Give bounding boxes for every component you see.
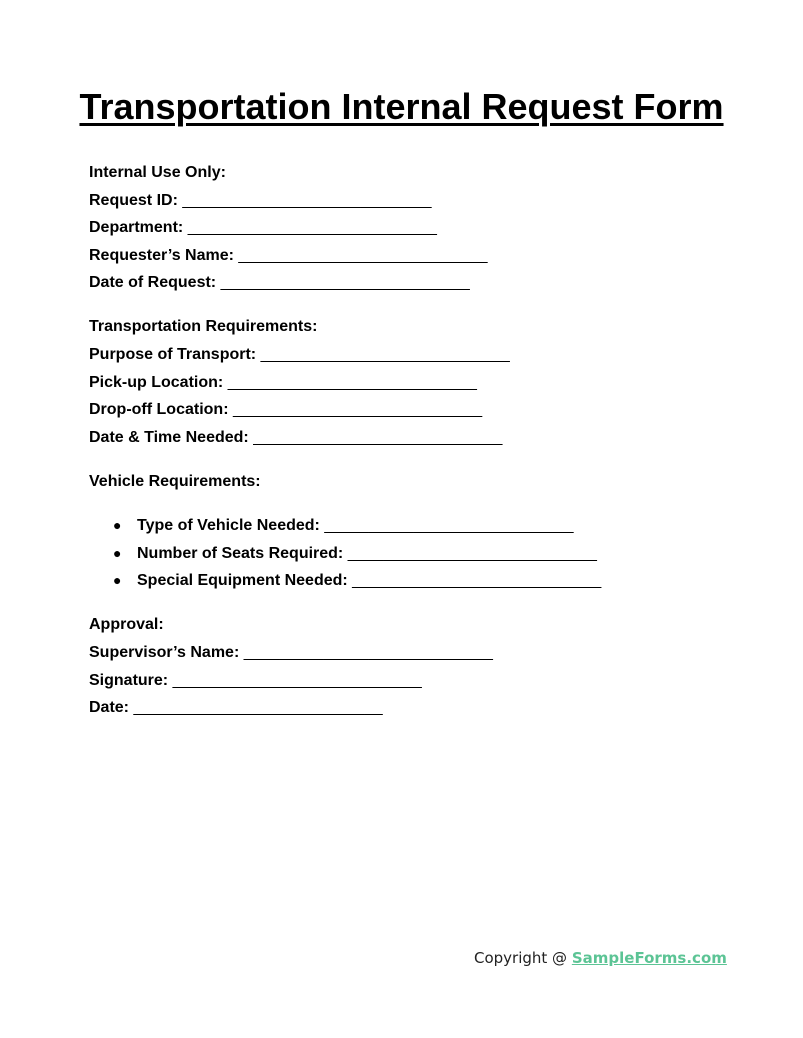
bullet-icon: ● [113, 572, 122, 589]
field-label: Pick-up Location: [89, 373, 224, 391]
field-date-of-request[interactable] [89, 269, 729, 297]
blank-line[interactable]: ____________________________ [232, 401, 483, 419]
blank-line[interactable]: ____________________________ [227, 373, 477, 391]
section-heading-vehicle: Vehicle Requirements: [89, 472, 261, 490]
field-label: Type of Vehicle Needed: [137, 517, 320, 535]
section-heading-internal: Internal Use Only: [89, 164, 226, 181]
blank-line[interactable]: ____________________________ [238, 246, 488, 264]
field-label: Department: [89, 219, 184, 237]
field-vehicle-type[interactable] [89, 512, 729, 540]
field-seats-required[interactable] [89, 540, 729, 568]
blank-line[interactable]: ____________________________ [187, 219, 437, 237]
field-purpose[interactable] [89, 341, 729, 369]
blank-line[interactable]: ____________________________ [253, 428, 503, 446]
bullet-icon: ● [113, 517, 122, 534]
field-label: Date: [89, 699, 130, 717]
sampleforms-link[interactable]: SampleForms.com [571, 949, 727, 967]
field-label: Requester’s Name: [89, 246, 234, 264]
field-label: Request ID: [89, 191, 178, 209]
blank-line[interactable]: ____________________________ [352, 572, 602, 590]
field-signature[interactable] [89, 667, 729, 695]
section-heading-approval: Approval: [89, 616, 164, 634]
form-body [89, 159, 729, 722]
field-label: Date of Request: [89, 274, 217, 292]
field-label: Number of Seats Required: [137, 544, 344, 562]
blank-line[interactable]: ____________________________ [182, 191, 432, 209]
field-date[interactable] [89, 694, 729, 722]
field-label: Drop-off Location: [89, 401, 229, 419]
page-title: Transportation Internal Request Form [79, 86, 724, 127]
field-date-time[interactable] [89, 424, 729, 452]
section-heading-transport: Transportation Requirements: [89, 318, 318, 336]
field-supervisor-name[interactable] [89, 639, 729, 667]
field-label: Supervisor’s Name: [89, 643, 240, 661]
field-dropoff-location[interactable] [89, 396, 729, 424]
field-requester-name[interactable] [89, 242, 729, 270]
field-department[interactable] [89, 214, 729, 242]
copyright-text: Copyright @ [474, 949, 572, 967]
field-special-equipment[interactable] [89, 567, 729, 595]
field-label: Purpose of Transport: [89, 346, 257, 364]
field-label: Date & Time Needed: [89, 428, 249, 446]
blank-line[interactable]: ____________________________ [260, 346, 510, 364]
vehicle-list [89, 512, 729, 595]
field-label: Signature: [89, 671, 169, 689]
field-label: Special Equipment Needed: [137, 572, 348, 590]
blank-line[interactable]: ____________________________ [347, 544, 597, 562]
field-request-id[interactable] [89, 187, 729, 215]
blank-line[interactable]: ____________________________ [324, 517, 574, 535]
blank-line[interactable]: ____________________________ [172, 671, 422, 689]
blank-line[interactable]: ____________________________ [220, 274, 470, 292]
copyright-footer [474, 949, 727, 967]
blank-line[interactable]: ____________________________ [243, 643, 493, 661]
blank-line[interactable]: ____________________________ [133, 699, 383, 717]
field-pickup-location[interactable] [89, 369, 729, 397]
bullet-icon: ● [113, 544, 122, 561]
